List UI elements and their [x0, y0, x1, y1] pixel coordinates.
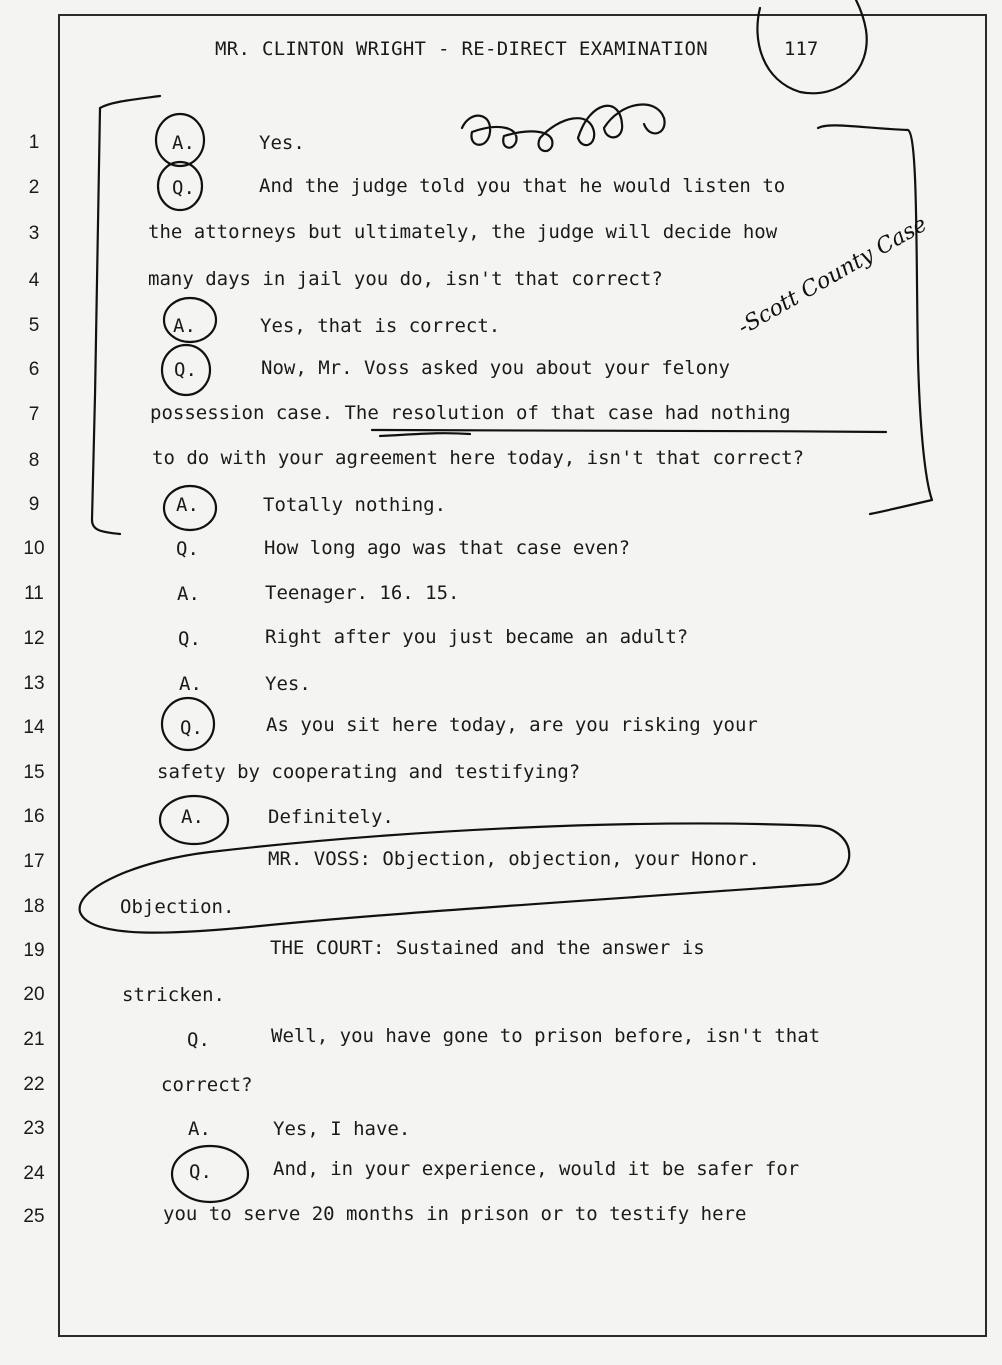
line-number: 8 [28, 450, 40, 471]
line-number: 9 [28, 494, 40, 515]
transcript-line: Yes, that is correct. [260, 315, 501, 337]
transcript-line: Yes, I have. [273, 1118, 411, 1140]
transcript-line: Well, you have gone to prison before, isn't that [271, 1025, 821, 1047]
speaker-label: Q. [172, 177, 195, 199]
speaker-label: Q. [189, 1161, 212, 1183]
line-number: 12 [23, 628, 45, 649]
transcript-line: many days in jail you do, isn't that correct? [148, 268, 663, 290]
line-number: 4 [28, 270, 40, 291]
transcript-line: Yes. [265, 673, 311, 695]
transcript-line: Yes. [259, 132, 305, 154]
transcript-line: you to serve 20 months in prison or to testify here [163, 1203, 747, 1225]
speaker-label: A. [181, 806, 204, 828]
line-number: 7 [28, 404, 40, 425]
line-number: 5 [28, 315, 40, 336]
transcript-line: THE COURT: Sustained and the answer is [270, 937, 705, 959]
page-number: 117 [784, 38, 819, 60]
speaker-label: A. [173, 315, 196, 337]
transcript-line: Objection. [120, 896, 235, 918]
transcript-line: Totally nothing. [263, 494, 447, 516]
line-number: 3 [28, 223, 40, 244]
transcript-line: correct? [161, 1074, 253, 1096]
line-number: 22 [23, 1074, 45, 1095]
speaker-label: A. [177, 583, 200, 605]
transcript-line: the attorneys but ultimately, the judge will decide how [148, 221, 778, 243]
line-number: 21 [23, 1029, 45, 1050]
line-number: 10 [23, 538, 45, 559]
transcript-line: MR. VOSS: Objection, objection, your Honor. [268, 848, 760, 870]
line-number: 13 [23, 673, 45, 694]
speaker-label: Q. [178, 628, 201, 650]
speaker-label: A. [188, 1118, 211, 1140]
speaker-label: Q. [176, 538, 199, 560]
transcript-line: And the judge told you that he would listen to [259, 175, 786, 197]
page-title: MR. CLINTON WRIGHT - RE-DIRECT EXAMINATION [215, 38, 709, 60]
speaker-label: Q. [174, 359, 197, 381]
line-number: 14 [23, 717, 45, 738]
speaker-label: A. [176, 494, 199, 516]
line-number: 6 [28, 359, 40, 380]
line-number: 23 [23, 1118, 45, 1139]
line-number: 2 [28, 177, 40, 198]
line-number: 18 [23, 896, 45, 917]
line-number: 15 [23, 762, 45, 783]
line-number: 20 [23, 984, 45, 1005]
line-number: 1 [28, 132, 40, 153]
transcript-line: Now, Mr. Voss asked you about your felony [261, 357, 730, 379]
transcript-line: stricken. [122, 984, 225, 1006]
line-number: 17 [23, 851, 45, 872]
handwritten-note: -Scott County Case [733, 211, 932, 341]
transcript-line: As you sit here today, are you risking your [266, 714, 758, 736]
line-number: 11 [24, 583, 44, 604]
line-number: 19 [23, 940, 45, 961]
line-number: 16 [23, 806, 45, 827]
speaker-label: A. [172, 132, 195, 154]
transcript-line: possession case. The resolution of that case had nothing [150, 402, 791, 424]
line-number: 24 [23, 1163, 45, 1184]
transcript-line: safety by cooperating and testifying? [157, 761, 581, 783]
transcript-line: Teenager. 16. 15. [265, 582, 460, 604]
speaker-label: Q. [187, 1029, 210, 1051]
line-number: 25 [23, 1206, 45, 1227]
transcript-line: Right after you just became an adult? [265, 626, 689, 648]
transcript-line: How long ago was that case even? [264, 537, 631, 559]
transcript-line: Definitely. [268, 806, 394, 828]
transcript-line: to do with your agreement here today, isn't that correct? [152, 447, 805, 469]
transcript-line: And, in your experience, would it be safer for [273, 1158, 800, 1180]
speaker-label: A. [179, 673, 202, 695]
speaker-label: Q. [180, 717, 203, 739]
